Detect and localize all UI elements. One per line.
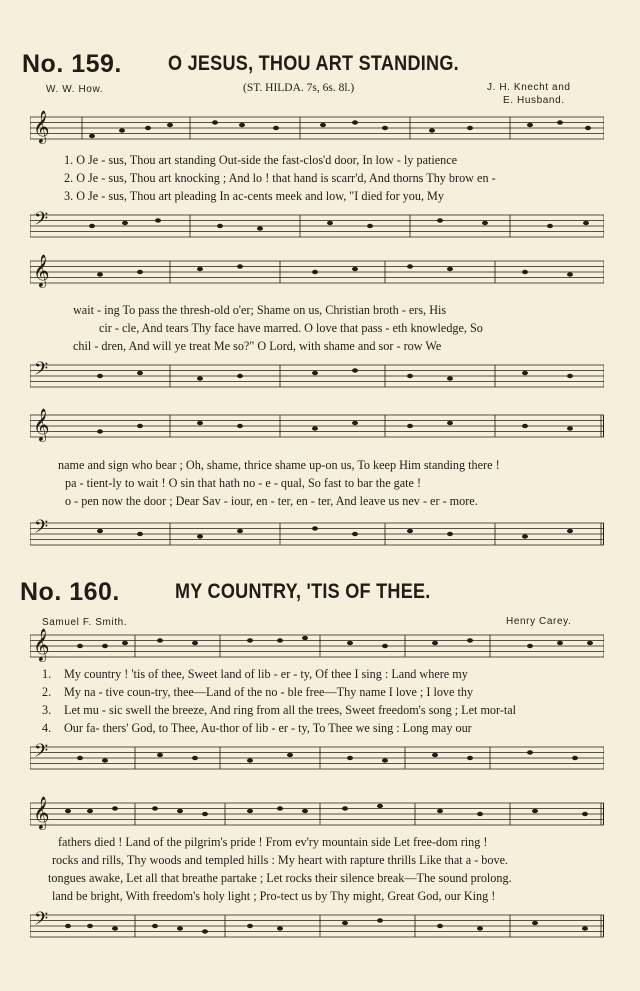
bass-clef-icon: 𝄢 <box>34 909 49 934</box>
verse-number: 4. <box>42 721 52 735</box>
treble-clef-icon: 𝄞 <box>33 796 50 829</box>
verse-number: 2. <box>42 685 52 699</box>
hymn-160-system-1-verse-2 <box>42 685 473 699</box>
hymn-159-system-1-verse-3: 3. O Je - sus, Thou art pleading In ac-cents meek and low, "I died for you, My <box>64 189 444 203</box>
bass-clef-icon: 𝄢 <box>34 741 49 766</box>
hymn-160-system-1-verse-1 <box>42 667 468 681</box>
lyric-line: My na - tive coun-try, thee—Land of the no - ble free—Thy name I love ; I love thy <box>64 685 474 699</box>
hymn-159-composer-line2: E. Husband. <box>503 95 565 106</box>
hymn-159-system-3-verse-1: name and sign who bear ; Oh, shame, thrice shame up-on us, To keep Him standing there ! <box>58 458 500 472</box>
hymn-159-composer-line1: J. H. Knecht and <box>487 82 571 93</box>
hymn-160-system-1-verse-4 <box>42 721 472 735</box>
music-staff-icon <box>30 800 604 828</box>
music-staff-icon <box>30 632 604 660</box>
music-staff-icon <box>30 362 604 390</box>
hymn-160-author: Samuel F. Smith. <box>42 617 128 628</box>
verse-number: 1. <box>42 667 52 681</box>
hymn-160-system-2-verse-4: land be bright, With freedom's holy light ; Pro-tect us by Thy might, Great God, our King ! <box>52 889 496 903</box>
treble-clef-icon: 𝄞 <box>33 628 50 661</box>
hymn-160-system-2-verse-1: fathers died ! Land of the pilgrim's pride ! From ev'ry mountain side Let free-dom ring ! <box>58 835 488 849</box>
hymn-159-title: O JESUS, THOU ART STANDING. <box>168 52 459 75</box>
bass-clef-icon: 𝄢 <box>34 209 49 234</box>
lyric-line: Let mu - sic swell the breeze, And ring from all the trees, Sweet freedom's song ; Let mor-tal <box>64 703 517 717</box>
hymn-159-system-1-verse-2: 2. O Je - sus, Thou art knocking ; And lo ! that hand is scarr'd, And thorns Thy brow en - <box>64 171 496 185</box>
hymn-159-system-2-verse-2: cir - cle, And tears Thy face have marred. O love that pass - eth knowledge, So <box>99 321 483 335</box>
music-staff-icon <box>30 412 604 440</box>
music-staff-icon <box>30 212 604 240</box>
hymn-160-system-2-verse-2: rocks and rills, Thy woods and templed hills : My heart with rapture thrills Like that a - bove. <box>52 853 509 867</box>
hymn-159-number: No. 159. <box>22 50 122 78</box>
hymn-160-title: MY COUNTRY, 'TIS OF THEE. <box>175 580 431 603</box>
hymn-159-tune: (ST. HILDA. 7s, 6s. 8l.) <box>243 82 355 94</box>
hymn-159-system-2-verse-1: wait - ing To pass the thresh-old o'er; Shame on us, Christian broth - ers, His <box>73 303 447 317</box>
music-staff-icon <box>30 258 604 286</box>
hymn-159-author: W. W. How. <box>46 84 104 95</box>
hymn-160-system-1-verse-3 <box>42 703 516 717</box>
treble-clef-icon: 𝄞 <box>33 408 50 441</box>
hymn-159-system-1-verse-1: 1. O Je - sus, Thou art standing Out-side the fast-clos'd door, In low - ly patience <box>64 153 458 167</box>
hymn-160-composer: Henry Carey. <box>506 616 572 627</box>
music-staff-icon <box>30 114 604 142</box>
treble-clef-icon: 𝄞 <box>33 110 50 143</box>
lyric-line: Our fa- thers' God, to Thee, Au-thor of lib - er - ty, To Thee we sing : Long may our <box>64 721 472 735</box>
lyric-line: My country ! 'tis of thee, Sweet land of lib - er - ty, Of thee I sing : Land where my <box>64 667 468 681</box>
bass-clef-icon: 𝄢 <box>34 517 49 542</box>
hymn-160-system-2-verse-3: tongues awake, Let all that breathe partake ; Let rocks their silence break—The sound prolong. <box>48 871 512 885</box>
verse-number: 3. <box>42 703 52 717</box>
bass-clef-icon: 𝄢 <box>34 359 49 384</box>
hymn-160-number: No. 160. <box>20 578 120 606</box>
music-staff-icon <box>30 744 604 772</box>
music-staff-icon <box>30 520 604 548</box>
treble-clef-icon: 𝄞 <box>33 254 50 287</box>
hymn-159-system-3-verse-3: o - pen now the door ; Dear Sav - iour, en - ter, en - ter, And leave us nev - er - more. <box>65 494 478 508</box>
hymn-159-system-3-verse-2: pa - tient-ly to wait ! O sin that hath no - e - qual, So fast to bar the gate ! <box>65 476 422 490</box>
music-staff-icon <box>30 912 604 940</box>
hymn-159-system-2-verse-3: chil - dren, And will ye treat Me so?" O Lord, with shame and sor - row We <box>73 339 442 353</box>
